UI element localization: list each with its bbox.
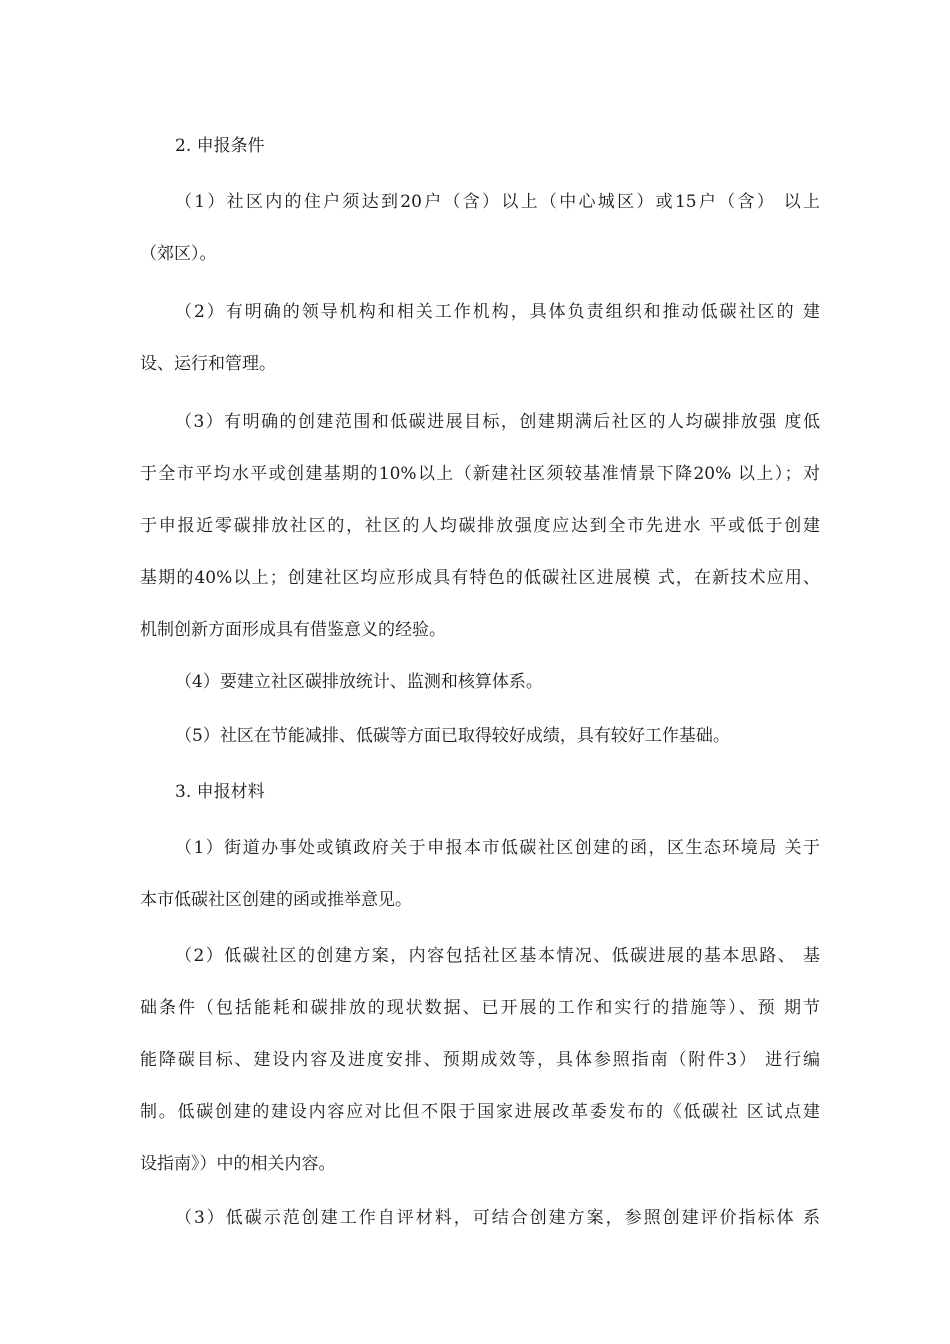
paragraph-line: 制。低碳创建的建设内容应对比但不限于国家进展改革委发布的《低碳社 区试点建	[140, 1102, 820, 1122]
paragraph-line: 于申报近零碳排放社区的，社区的人均碳排放强度应达到全市先进水 平或低于创建	[140, 516, 820, 536]
paragraph-line: （3）有明确的创建范围和低碳进展目标，创建期满后社区的人均碳排放强 度低	[175, 412, 820, 432]
paragraph-line: 设、运行和管理。	[140, 354, 276, 374]
section-heading-materials: 3. 申报材料	[175, 782, 265, 802]
paragraph-line: 设指南》）中的相关内容。	[140, 1154, 336, 1174]
paragraph-line: 础条件（包括能耗和碳排放的现状数据、已开展的工作和实行的措施等）、预 期节	[140, 998, 820, 1018]
paragraph-line: 于全市平均水平或创建基期的10%以上（新建社区须较基准情景下降20% 以上）；对	[140, 464, 820, 484]
paragraph-line: （1）街道办事处或镇政府关于申报本市低碳社区创建的函，区生态环境局 关于	[175, 838, 820, 858]
paragraph-line: （郊区）。	[140, 244, 217, 264]
section-heading-conditions: 2. 申报条件	[175, 136, 265, 156]
paragraph-line: （4）要建立社区碳排放统计、监测和核算体系。	[175, 672, 543, 692]
paragraph-line: 基期的40%以上；创建社区均应形成具有特色的低碳社区进展模 式，在新技术应用、	[140, 568, 820, 588]
paragraph-line: （3）低碳示范创建工作自评材料，可结合创建方案，参照创建评价指标体 系	[175, 1208, 820, 1228]
paragraph-line: （2）低碳社区的创建方案，内容包括社区基本情况、低碳进展的基本思路、 基	[175, 946, 820, 966]
paragraph-line: 能降碳目标、建设内容及进度安排、预期成效等，具体参照指南（附件3） 进行编	[140, 1050, 820, 1070]
paragraph-line: 机制创新方面形成具有借鉴意义的经验。	[140, 620, 446, 640]
paragraph-line: （5）社区在节能减排、低碳等方面已取得较好成绩，具有较好工作基础。	[175, 726, 730, 746]
paragraph-line: （2）有明确的领导机构和相关工作机构，具体负责组织和推动低碳社区的 建	[175, 302, 820, 322]
paragraph-line: 本市低碳社区创建的函或推举意见。	[140, 890, 412, 910]
paragraph-line: （1）社区内的住户须达到20户（含）以上（中心城区）或15户（含） 以上	[175, 192, 820, 212]
